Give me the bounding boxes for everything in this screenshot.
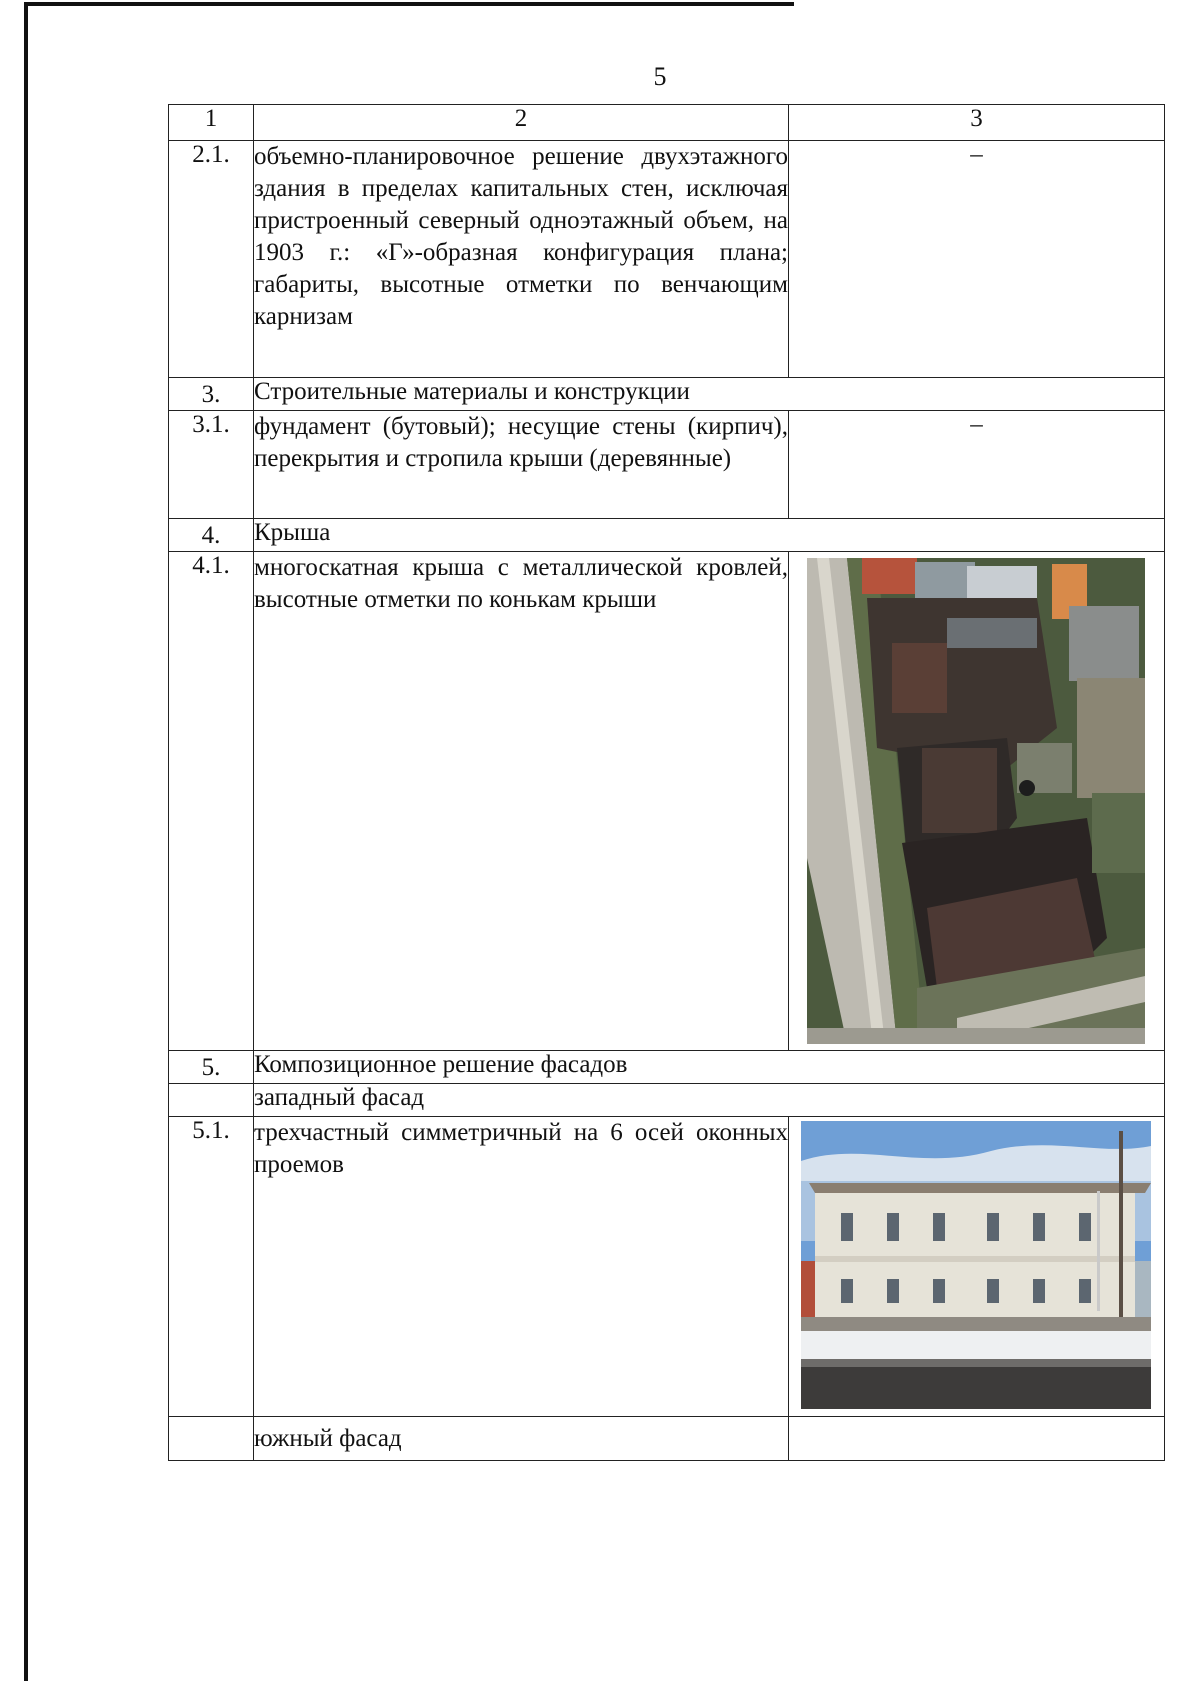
row-description: трехчастный симметричный на 6 осей оконных проемов [254, 1117, 789, 1417]
section-title: Строительные материалы и конструкции [254, 378, 1165, 411]
scan-edge [24, 2, 794, 6]
row-description: фундамент (бутовый); несущие стены (кирпич), перекрытия и стропила крыши (деревянные) [254, 411, 789, 519]
section-title: Крыша [254, 519, 1165, 552]
west-facade-photo [801, 1121, 1151, 1409]
row-value: – [789, 411, 1165, 519]
row-description: многоскатная крыша с металлической кровлей, высотные отметки по конькам крыши [254, 552, 789, 1051]
section-row [169, 1051, 1165, 1084]
subsection-row [169, 1084, 1165, 1117]
scan-edge [24, 2, 28, 1681]
page-number: 5 [653, 62, 667, 91]
aerial-photo-cell [789, 552, 1165, 1051]
row-number: 3.1. [169, 411, 254, 519]
section-number: 4. [169, 519, 254, 552]
table-row [169, 1117, 1165, 1417]
subsection-row [169, 1417, 1165, 1461]
aerial-roof-photo [807, 558, 1145, 1044]
empty-cell [169, 1084, 254, 1117]
subsection-title: южный фасад [254, 1417, 789, 1461]
subsection-title: западный фасад [254, 1084, 1165, 1117]
section-number: 3. [169, 378, 254, 411]
empty-cell [789, 1417, 1165, 1461]
column-header: 1 [169, 105, 254, 141]
section-row [169, 519, 1165, 552]
table-row [169, 552, 1165, 1051]
row-value: – [789, 141, 1165, 378]
row-number: 2.1. [169, 141, 254, 378]
table-row [169, 141, 1165, 378]
row-number: 4.1. [169, 552, 254, 1051]
column-header: 3 [789, 105, 1165, 141]
section-title: Композиционное решение фасадов [254, 1051, 1165, 1084]
row-number: 5.1. [169, 1117, 254, 1417]
section-number: 5. [169, 1051, 254, 1084]
section-row [169, 378, 1165, 411]
row-description: объемно-планировочное решение двухэтажного здания в пределах капитальных стен, исключая пристроенный северный одноэтажный объем, на 1903 г.: «Г»-образная конфигурация плана; габариты, высотные отметки по венчающим карнизам [254, 141, 789, 378]
table-header-row [169, 105, 1165, 141]
column-header: 2 [254, 105, 789, 141]
table-row [169, 411, 1165, 519]
empty-cell [169, 1417, 254, 1461]
monument-subject-table [168, 104, 1165, 1461]
facade-photo-cell [789, 1117, 1165, 1417]
